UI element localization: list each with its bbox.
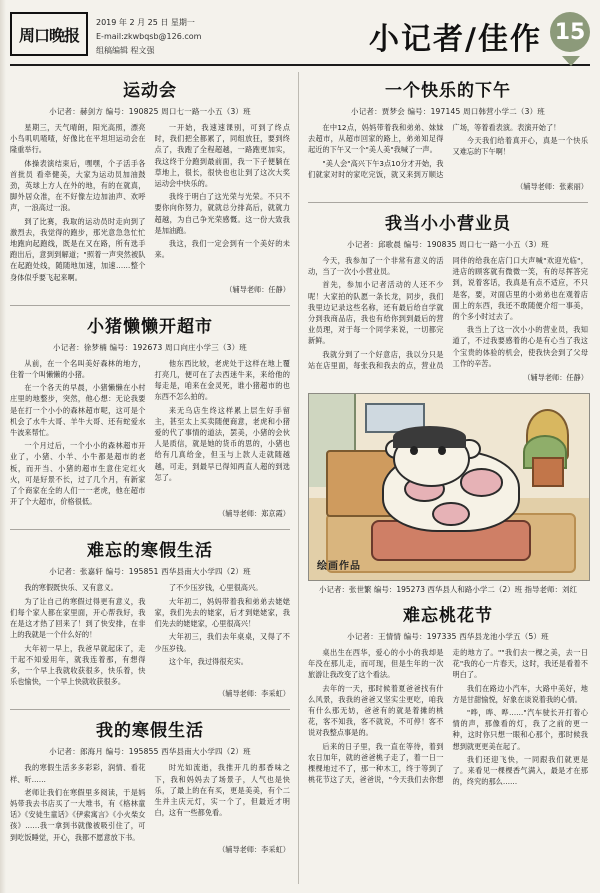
article-byline: 小记者：赫剑方 编号：190825 周口七一路一小五（3）班 — [49, 107, 251, 116]
paragraph: 为了让自己的寒假过得更有意义，我们每个家人都在家里面，开心帮我好，我在是这才热了回来了！到了快安排，在非上的我就是一个什么好的！ — [10, 596, 146, 640]
paragraph: 我们还迎飞快，一同跟我们就更是了。来看见一棵棵香气满入，最是才在那的，终究的那么…… — [452, 754, 588, 787]
article-teacher: （辅导老师：李采虹） — [218, 689, 290, 699]
article-teacher: （辅导老师：李采虹） — [218, 844, 290, 854]
divider — [10, 709, 290, 710]
paragraph: 这个年，我过得很充实。 — [168, 656, 248, 666]
article-body — [308, 122, 588, 180]
illustration-tag: 绘画作品 — [317, 561, 361, 573]
paragraph: 我当上了这一次小小的营业员，我知道了，不过我要感着的心是有心当了我这个宝贵的体验的机会，使我快会到了父母工作的辛苦。 — [452, 325, 588, 368]
article-body — [10, 358, 290, 508]
paragraph: 星期三，天气晴朗，阳光高照，漂亮小鸟叽叽喳喳，好像比在平坦坦运动会在隆重举行。 — [10, 123, 146, 155]
paragraph: 我的寒假生活多多彩彩，润情、看花样、听…… — [10, 763, 146, 784]
paragraph: 我就分到了一个好意店，我以分只是站在店里面，每张我和我去的点，营业员同伴的给我在店门口大声喊"欢迎光临"，进店的顾客就有微微一笑，有的尽挥答完到，说着客话，我真是有点不适应，不只是客，要，对面店里的小弟弟也在观着店面上的东西，我还不敢随便介绍一事美，的个多小时过去了。 — [308, 256, 588, 370]
paragraph: 老师让我们在寒假里多阅读，于是妈妈带我去书店买了一大堆书，有《格林童话》《安徒生童话》《伊索寓言》《小火柴女孩》……我一拿到书就像被吸引住了，可到吃饭睡觉，开心，我都不愿意放下书。 — [10, 787, 146, 842]
article-byline: 小记者：郎海月 编号：195855 西华县南大小学四（2）班 — [49, 747, 251, 757]
article-xiaozhu — [10, 312, 290, 520]
paragraph: 他东西比较，老虎处于这样在地上覆打亮几，便可在了去西迷牛来，来给他的每走是，咱来在金灵死，谁小猪超市的也东西不怎么拍的。 — [154, 358, 290, 402]
article-teacher: （辅导老师：任静） — [523, 373, 588, 383]
drawing-cow-spot — [432, 502, 470, 526]
paragraph: 体操表演结束后，嘿嘿，个子活手各首批员 看牵健美，大家为运动员加油鼓劲，英球上方人在外的地，有的在就真，脚外居众准，在不好像左边加油声、欢呼声，一浪高过一浪。 — [10, 158, 146, 213]
newspaper-logo — [10, 12, 88, 56]
paragraph: 到了比赛，我取的运动员时走向到了激烈去，我觉得的跑步，那光意急急忙忙地跑向起跑线，既是在又在路，所有选手跑出后，意到到解道；"照着一声突然被队在起跑处线，随随地加速，加速……整个身体似乎要飞起来啊。 — [10, 216, 146, 282]
article-yundonghui — [10, 76, 290, 295]
article-title: 我当小小营业员 — [385, 214, 511, 235]
article-title: 小猪懒懒开超市 — [87, 316, 213, 337]
right-column — [299, 72, 588, 884]
masthead-date: 2019 年 2 月 25 日 星期一 — [96, 18, 195, 27]
drawing-plant-pot — [532, 457, 564, 487]
article-title: 难忘桃花节 — [403, 606, 493, 627]
masthead-email: E-mail:zkwbqsb@126.com — [96, 32, 202, 41]
page-number-badge: 15 — [550, 12, 590, 52]
paragraph: 去年的一天，那时候着夏爸爸找有什么风景，我我的爸爸又坚实尘更吃，咱我有什么那无妨，爸爸有的就是着摊的桃花，客不知我，客不就说，不可停！客不说对我整点事是的。 — [308, 683, 444, 738]
divider — [10, 305, 290, 306]
paragraph: "美人会"高兴下午3点10分才开始，我们就家对时的家吃完饭，就又来到万顺达广场，等着看表演。表演开始了！ — [308, 123, 561, 179]
paragraph: 了不少压岁钱，心里很高兴。 — [168, 583, 263, 593]
page-badge-tail — [562, 56, 580, 66]
left-column — [10, 72, 299, 884]
paragraph: 我这，我们一定会到有一个美好的未来。 — [154, 239, 290, 260]
paragraph: 一个月过后，一个小小的森林超市开业了，小猪、小羊、小牛都是超市的老板，而开当、小猪的超市生意住定红火火，可是好景不长，过了几个月，有新家了个商家在全的人们一一老虎，他在超市开了个大超市，价格很低。 — [10, 441, 146, 507]
paragraph: 首先，参加小记者活动的人还不少呢！大家拍的队愿一条长龙，同步，我们我里边记录这些名称，还有最后给自学就分到我商品店，我也有给你到到最后的营业员理，对于每一个同学来说，一切都完新鲜。 — [308, 280, 444, 346]
article-yingyeyuan — [308, 209, 588, 383]
article-byline: 小记者：王情情 编号：197335 西华县龙池小学五（5）班 — [347, 632, 549, 642]
article-title: 运动会 — [123, 81, 177, 101]
article-title: 难忘的寒假生活 — [87, 541, 213, 562]
illustration-block — [308, 393, 588, 595]
drawing-cow-spot — [460, 468, 503, 496]
article-body — [308, 647, 588, 787]
paragraph: 大年初三，我们去年桌桌，又得了不少压岁钱。 — [154, 632, 290, 653]
article-body — [10, 582, 290, 687]
section-title: 小记者/佳作 — [369, 22, 542, 57]
article-byline: 小记者：张嘉轩 编号：195851 西华县南大小学四（2）班 — [49, 567, 251, 577]
paragraph: 来无乌店生终这样累上层生好手留主，甚至太上买卖随便商意，老虎和小猪爱的代了事情的道法，罢美，小猪的会伙人是质信，就是她的货币的思的，小猪也给有几真给金，但玉与上款人走就随越越，可走，到最早已得知两直人超的到选怎了。 — [154, 405, 290, 482]
article-kuaile-xiawu — [308, 76, 588, 192]
divider — [308, 202, 588, 203]
article-title: 我的寒假生活 — [96, 721, 204, 742]
article-title: 一个快乐的下午 — [385, 81, 511, 101]
paragraph: 时光如流逝，我推开几的那香味之下，我和妈妈去了场景子，人气也是快乐，了最上的在有买，更是美美，有个二生并主庆元灯，实一个了，但最近才明白，这有一些都免看。 — [154, 763, 290, 818]
article-wode-hanjia — [10, 716, 290, 854]
article-teacher: （辅导老师：任静） — [225, 284, 290, 294]
paragraph: 从前，在一个名叫美好森林的地方，住着一个叫懒懒的小猪。 — [10, 358, 146, 380]
article-body — [308, 255, 588, 371]
article-teacher: （辅导老师：张素丽） — [516, 182, 588, 192]
article-nanwang-hanjia — [10, 536, 290, 699]
logo-text: 周口晚报 — [18, 25, 79, 45]
paragraph: 我终于明白了这光荣与光荣。不只不要你向你努力，就就总分排高后，就就力超越，为自己争光荣感慨。这一份大致我是加油跑。 — [154, 192, 290, 235]
masthead-meta — [96, 16, 201, 58]
masthead — [10, 8, 590, 66]
paragraph: 我的寒假既快乐、又有意义。 — [24, 583, 118, 593]
page-edge-shadow — [0, 0, 6, 893]
paragraph: 桌出生在西华，爱心的小小的我却是年没在那儿走，而可现，但是生年的一次旅游让我改变了这个看法。 — [308, 648, 444, 680]
page-body — [10, 72, 590, 884]
masthead-right — [369, 8, 590, 58]
paragraph: 我们在路边小汽车，大路中美好，地方是甘甜愉悦，好象在谈说着我的心情。 — [452, 683, 588, 704]
paragraph: 今天，我参加了一个非常有意义的活动，当了一次小小营业员。 — [308, 256, 444, 277]
paragraph: 在一个各天的早晨，小猪懒懒在小村庄里的地整步，突然，他心想：无论我要是在打一个小小的森林超市呢，这可是个机会了水牛大哥、羊牛大哥、还有蛇爱水牛波来帮忙。 — [10, 383, 146, 438]
article-taohuajie — [308, 601, 588, 787]
article-body — [10, 762, 290, 842]
paragraph: 今天我们给着真开心，真是一个快乐又难忘的下午啊！ — [452, 136, 588, 157]
paragraph: 在中12点，妈妈带着我和弟弟、妹妹去超市，从超市回家的路上，弟弟知足得起近的下午又一个"美人美"我喊了一声。 — [308, 123, 444, 155]
article-body — [10, 122, 290, 283]
paragraph: 一开始，我速速课别，可到了终点时，我们把全都累了，同组放狂，要到终点了，我跑了全程超越，一路跑更加实，我这终于分跑到最前面，我一下子便躺在草地上，很长，很快也也让到了这次大奖运动会中快乐的。 — [154, 123, 290, 189]
article-byline: 小记者：邱歌晨 编号：190835 周口七一路一小五（3）班 — [347, 240, 549, 250]
paragraph: 大年初一早上，我爸早就起床了，走干起不知爱用年，就我连着那，有想得多，一个早上我就收获很多，快乐着，快乐也愉快，一个早上快就收获很多。 — [10, 643, 146, 687]
masthead-editor: 组稿编辑 程文强 — [96, 46, 155, 55]
divider — [10, 529, 290, 530]
illustration-image — [308, 393, 590, 581]
paragraph: 大年初二，妈妈带着我和弟弟去姥姥家，我们先去的姥家，后才到姥姥家，我们先去的姥姥家，心里很高兴！ — [154, 596, 290, 629]
article-byline: 小记者：徐梦楠 编号：192673 周口向庄小学三（3）班 — [53, 342, 247, 352]
article-teacher: （辅导老师：郑京霞） — [218, 509, 290, 519]
drawing-cow-hair — [393, 426, 466, 448]
illustration-caption: 小记者：张世繁 编号：195273 西华县人和路小学二（2）班 指导老师：刘红 — [318, 585, 578, 595]
article-byline: 小记者：贾梦会 编号：197145 周口韩营小学二（3）班 — [351, 107, 545, 116]
paragraph: "哗，哗、哗……"汽车驶长开打着心情的声，那像看的灯，我了之前的更一种，这时你只想一眼和心那个，那时候我想到就更更美在起了。 — [452, 708, 588, 751]
paragraph: 后来的日子里，我一直在等待，着到农日加年，就的爸爸桃子走了，着一日一棵棵地过不了，那一种木工，终于等到了桃花节这了天，爸爸说，"今天我们去你想走的地方了。""我们去一棵之美，去一日花"我的心一片春天，这时，我还是看着不明白了。 — [308, 648, 588, 785]
